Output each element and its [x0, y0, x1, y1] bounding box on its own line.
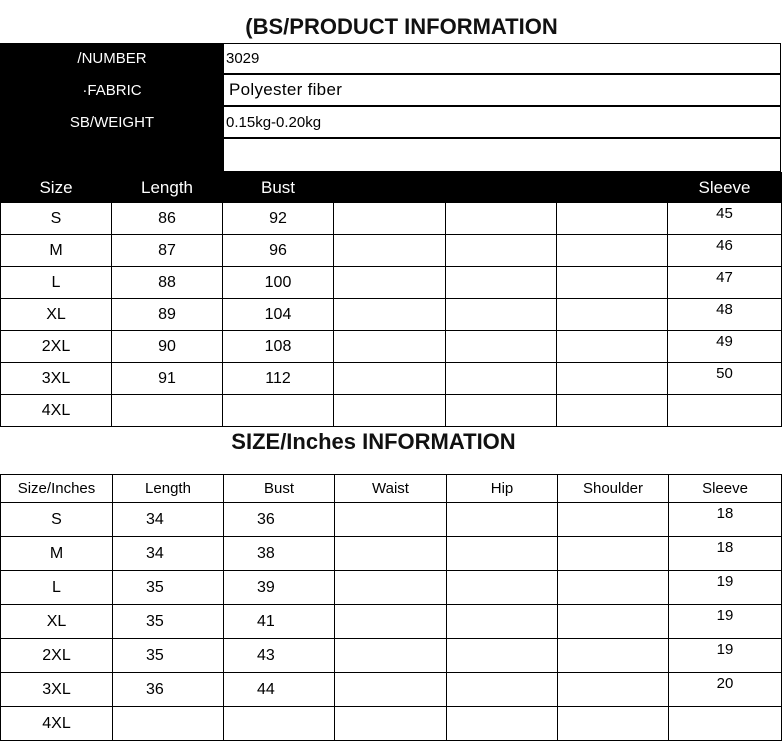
- header-length: Length: [112, 173, 223, 203]
- header-blank-2: [446, 173, 557, 203]
- header-length: Length: [113, 475, 224, 503]
- cell-length: 90: [112, 331, 223, 363]
- info-row-fabric: [0, 74, 783, 106]
- table-row: [1, 235, 782, 267]
- cell-shoulder: [558, 537, 669, 571]
- table-row: [1, 503, 782, 537]
- cell-size: S: [1, 203, 112, 235]
- cell-bust: 112: [223, 363, 334, 395]
- size-inches-title: SIZE/Inches INFORMATION: [231, 429, 516, 454]
- header-blank-1: [334, 173, 446, 203]
- cell-bust: 100: [223, 267, 334, 299]
- cell-sleeve: 48: [668, 299, 782, 331]
- cell-hip: [447, 571, 558, 605]
- header-sleeve: Sleeve: [669, 475, 782, 503]
- cell-shoulder: [558, 571, 669, 605]
- info-value-weight: 0.15kg-0.20kg: [224, 106, 781, 138]
- cell-length: [112, 395, 223, 427]
- cell-size: 2XL: [1, 639, 113, 673]
- cell-bust: 36: [224, 503, 335, 537]
- cell-hip: [447, 639, 558, 673]
- cell-length: [113, 707, 224, 741]
- header-bust: Bust: [223, 173, 334, 203]
- cell-blank: [446, 235, 557, 267]
- cell-bust: 43: [224, 639, 335, 673]
- cell-blank: [334, 203, 446, 235]
- cell-bust: 104: [223, 299, 334, 331]
- info-label-blank: [0, 138, 224, 172]
- cell-blank: [446, 363, 557, 395]
- cell-blank: [446, 203, 557, 235]
- cell-size: 4XL: [1, 707, 113, 741]
- cell-waist: [335, 707, 447, 741]
- cell-sleeve: 18: [669, 537, 782, 571]
- cell-sleeve: 46: [668, 235, 782, 267]
- cell-sleeve: 50: [668, 363, 782, 395]
- table-row: [1, 203, 782, 235]
- cell-hip: [447, 605, 558, 639]
- info-label-fabric: ·FABRIC: [0, 74, 224, 106]
- table-row: [1, 605, 782, 639]
- cell-bust: 96: [223, 235, 334, 267]
- cell-blank: [557, 235, 668, 267]
- header-blank-3: [557, 173, 668, 203]
- header-shoulder: Shoulder: [558, 475, 669, 503]
- cell-hip: [447, 707, 558, 741]
- cell-shoulder: [558, 605, 669, 639]
- cell-waist: [335, 605, 447, 639]
- cell-sleeve: 19: [669, 571, 782, 605]
- header-size-inches: Size/Inches: [1, 475, 113, 503]
- cell-blank: [557, 203, 668, 235]
- cell-length: 35: [113, 605, 224, 639]
- info-value-number: 3029: [224, 43, 781, 74]
- cell-blank: [557, 395, 668, 427]
- cell-blank: [334, 395, 446, 427]
- cell-size: 2XL: [1, 331, 112, 363]
- info-row-blank: [0, 138, 783, 172]
- cell-shoulder: [558, 639, 669, 673]
- cell-length: 34: [113, 537, 224, 571]
- cell-waist: [335, 571, 447, 605]
- cell-size: XL: [1, 605, 113, 639]
- table-row: [1, 363, 782, 395]
- cell-sleeve: 18: [669, 503, 782, 537]
- cell-length: 34: [113, 503, 224, 537]
- cell-blank: [557, 363, 668, 395]
- cell-length: 36: [113, 673, 224, 707]
- cell-length: 91: [112, 363, 223, 395]
- cell-size: 3XL: [1, 363, 112, 395]
- cell-bust: 39: [224, 571, 335, 605]
- cell-blank: [446, 299, 557, 331]
- cell-hip: [447, 673, 558, 707]
- cell-hip: [447, 503, 558, 537]
- cell-hip: [447, 537, 558, 571]
- cell-length: 88: [112, 267, 223, 299]
- header-size: Size: [1, 173, 112, 203]
- cell-waist: [335, 639, 447, 673]
- cell-sleeve: [669, 707, 782, 741]
- cell-bust: 92: [223, 203, 334, 235]
- table-row: [1, 639, 782, 673]
- cell-blank: [334, 299, 446, 331]
- cell-size: M: [1, 235, 112, 267]
- cell-size: 3XL: [1, 673, 113, 707]
- cell-blank: [557, 299, 668, 331]
- header-hip: Hip: [447, 475, 558, 503]
- size-cm-table: [0, 172, 782, 427]
- size-inches-header-row: [1, 475, 782, 503]
- cell-bust: [224, 707, 335, 741]
- cell-sleeve: 45: [668, 203, 782, 235]
- cell-blank: [334, 235, 446, 267]
- cell-bust: 108: [223, 331, 334, 363]
- cell-sleeve: 19: [669, 639, 782, 673]
- cell-waist: [335, 503, 447, 537]
- info-value-fabric: Polyester fiber: [224, 74, 781, 106]
- cell-sleeve: 49: [668, 331, 782, 363]
- info-value-blank: [224, 138, 781, 172]
- header-sleeve: Sleeve: [668, 173, 782, 203]
- cell-size: 4XL: [1, 395, 112, 427]
- size-cm-header-row: [1, 173, 782, 203]
- info-label-number: /NUMBER: [0, 43, 224, 74]
- cell-blank: [334, 267, 446, 299]
- table-row: [1, 395, 782, 427]
- cell-waist: [335, 673, 447, 707]
- cell-blank: [446, 395, 557, 427]
- cell-bust: 41: [224, 605, 335, 639]
- table-row: [1, 299, 782, 331]
- info-label-weight: SB/WEIGHT: [0, 106, 224, 138]
- cell-length: 35: [113, 639, 224, 673]
- table-row: [1, 707, 782, 741]
- table-row: [1, 571, 782, 605]
- header-waist: Waist: [335, 475, 447, 503]
- header-bust: Bust: [224, 475, 335, 503]
- cell-sleeve: 20: [669, 673, 782, 707]
- cell-size: S: [1, 503, 113, 537]
- cell-bust: 38: [224, 537, 335, 571]
- cell-length: 35: [113, 571, 224, 605]
- cell-bust: 44: [224, 673, 335, 707]
- cell-blank: [557, 331, 668, 363]
- cell-blank: [334, 363, 446, 395]
- cell-length: 87: [112, 235, 223, 267]
- cell-length: 86: [112, 203, 223, 235]
- cell-size: XL: [1, 299, 112, 331]
- cell-blank: [446, 331, 557, 363]
- cell-bust: [223, 395, 334, 427]
- cell-waist: [335, 537, 447, 571]
- cell-blank: [557, 267, 668, 299]
- cell-blank: [446, 267, 557, 299]
- size-inches-table: [0, 474, 782, 741]
- cell-size: M: [1, 537, 113, 571]
- product-info-title: (BS/PRODUCT INFORMATION: [245, 14, 558, 39]
- cell-sleeve: 47: [668, 267, 782, 299]
- table-row: [1, 673, 782, 707]
- cell-size: L: [1, 267, 112, 299]
- cell-shoulder: [558, 503, 669, 537]
- cell-shoulder: [558, 707, 669, 741]
- table-row: [1, 267, 782, 299]
- cell-length: 89: [112, 299, 223, 331]
- table-row: [1, 537, 782, 571]
- cell-sleeve: 19: [669, 605, 782, 639]
- cell-sleeve: [668, 395, 782, 427]
- info-row-number: [0, 43, 783, 74]
- info-row-weight: [0, 106, 783, 138]
- cell-blank: [334, 331, 446, 363]
- table-row: [1, 331, 782, 363]
- cell-size: L: [1, 571, 113, 605]
- cell-shoulder: [558, 673, 669, 707]
